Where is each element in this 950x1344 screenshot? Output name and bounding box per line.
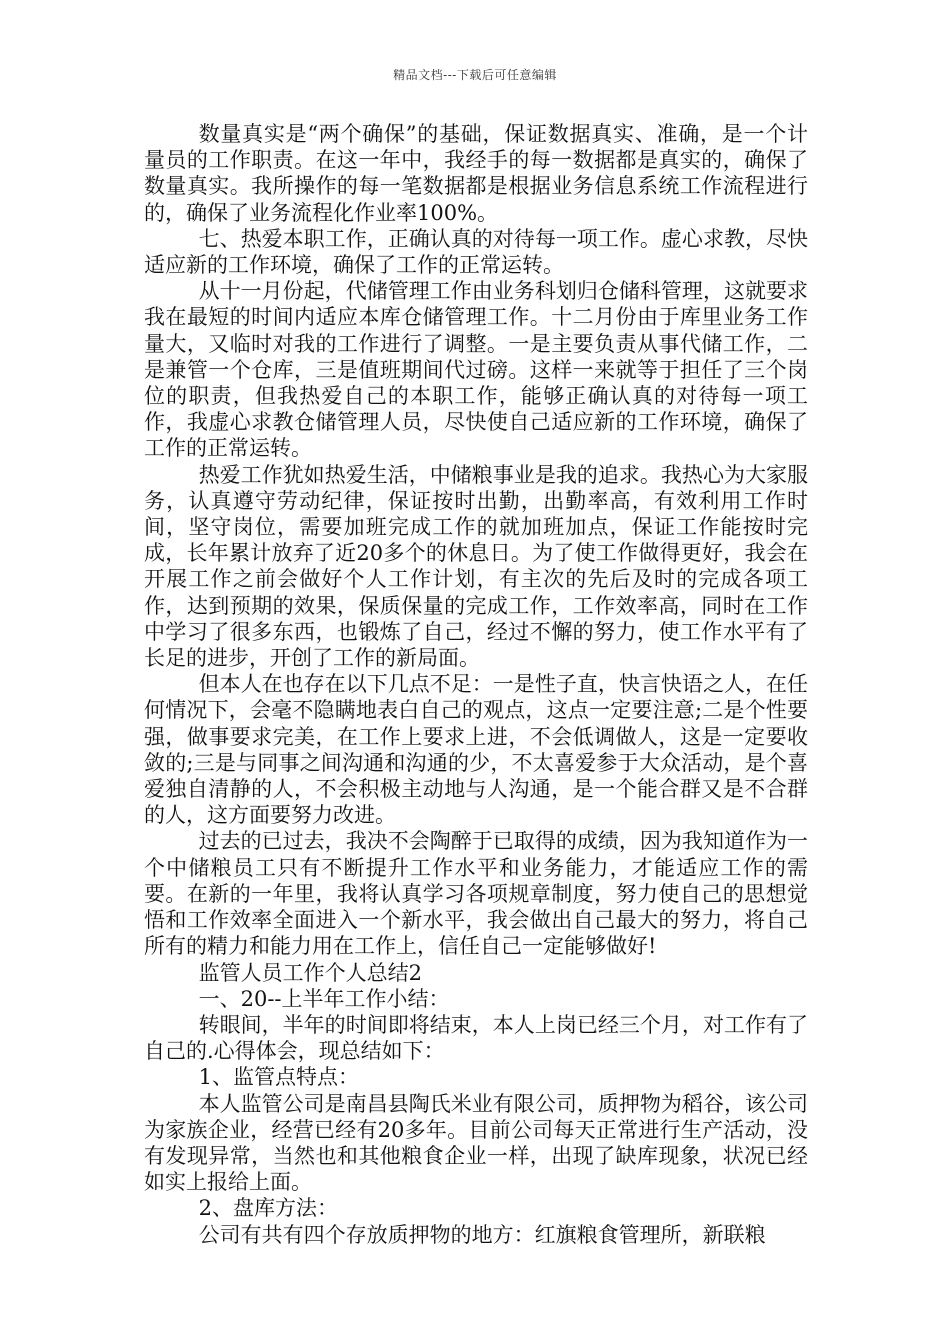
paragraph: 过去的已过去，我决不会陶醉于已取得的成绩，因为我知道作为一个中储粮员工只有不断提升工作水平和业务能力，才能适应工作的需要。在新的一年里，我将认真学习各项规章制度，努力使自己的思想觉悟和工作效率全面进入一个新水平，我会做出自己最大的努力，将自己所有的精力和能力用在工作上，信任自己一定能够做好!	[144, 829, 808, 959]
section-heading: 一、20--上半年工作小结：	[198, 986, 450, 1011]
paragraph: 但本人在也存在以下几点不足：一是性子直，快言快语之人，在任何情况下，会毫不隐瞒地表白自己的观点，这点一定要注意;二是个性要强，做事要求完美，在工作上要求上进，不会低调做人，这是一定要收敛的;三是与同事之间沟通和沟通的少，不太喜爱参于大众活动，是个喜爱独自清静的人，不会积极主动地与人沟通，是一个能合群又是不合群的人，这方面要努力改进。	[144, 672, 808, 828]
subsection-heading: 1、监管点特点：	[198, 1065, 359, 1090]
paragraph: 从十一月份起，代储管理工作由业务科划归仓储科管理，这就要求我在最短的时间内适应本库仓储管理工作。十二月份由于库里业务工作量大，又临时对我的工作进行了调整。一是主要负责从事代储工作，二是兼管一个仓库，三是值班期间代过磅。这样一来就等于担任了三个岗位的职责，但我热爱自己的本职工作，能够正确认真的对待每一项工作，我虚心求教仓储管理人员，尽快使自己适应新的工作环境，确保了工作的正常运转。	[144, 279, 808, 461]
section-title: 监管人员工作个人总结2	[198, 960, 422, 985]
paragraph: 公司有共有四个存放质押物的地方：红旗粮食管理所，新联粮	[198, 1222, 766, 1247]
paragraph: 七、热爱本职工作，正确认真的对待每一项工作。虚心求教，尽快适应新的工作环境，确保了工作的正常运转。	[144, 226, 808, 278]
paragraph: 本人监管公司是南昌县陶氏米业有限公司，质押物为稻谷，该公司为家族企业，经营已经有20多年。目前公司每天正常进行生产活动，没有发现异常，当然也和其他粮食企业一样，出现了缺库现象，状况已经如实上报给上面。	[144, 1091, 808, 1195]
subsection-heading: 2、盘库方法：	[198, 1196, 338, 1221]
document-body	[144, 121, 808, 1248]
paragraph: 转眼间，半年的时间即将结束，本人上岗已经三个月，对工作有了自己的.心得体会，现总结如下：	[144, 1012, 808, 1064]
paragraph: 数量真实是“两个确保”的基础，保证数据真实、准确，是一个计量员的工作职责。在这一年中，我经手的每一数据都是真实的，确保了数量真实。我所操作的每一笔数据都是根据业务信息系统工作流程进行的，确保了业务流程化作业率100%。	[144, 122, 808, 225]
paragraph: 热爱工作犹如热爱生活，中储粮事业是我的追求。我热心为大家服务，认真遵守劳动纪律，保证按时出勤，出勤率高，有效利用工作时间，坚守岗位，需要加班完成工作的就加班加点，保证工作能按时完成，长年累计放弃了近20多个的休息日。为了使工作做得更好，我会在开展工作之前会做好个人工作计划，有主次的先后及时的完成各项工作，达到预期的效果，保质保量的完成工作，工作效率高，同时在工作中学习了很多东西，也锻炼了自己，经过不懈的努力，使工作水平有了长足的进步，开创了工作的新局面。	[144, 462, 808, 671]
page-header: 精品文档---下载后可任意编辑	[393, 68, 557, 82]
